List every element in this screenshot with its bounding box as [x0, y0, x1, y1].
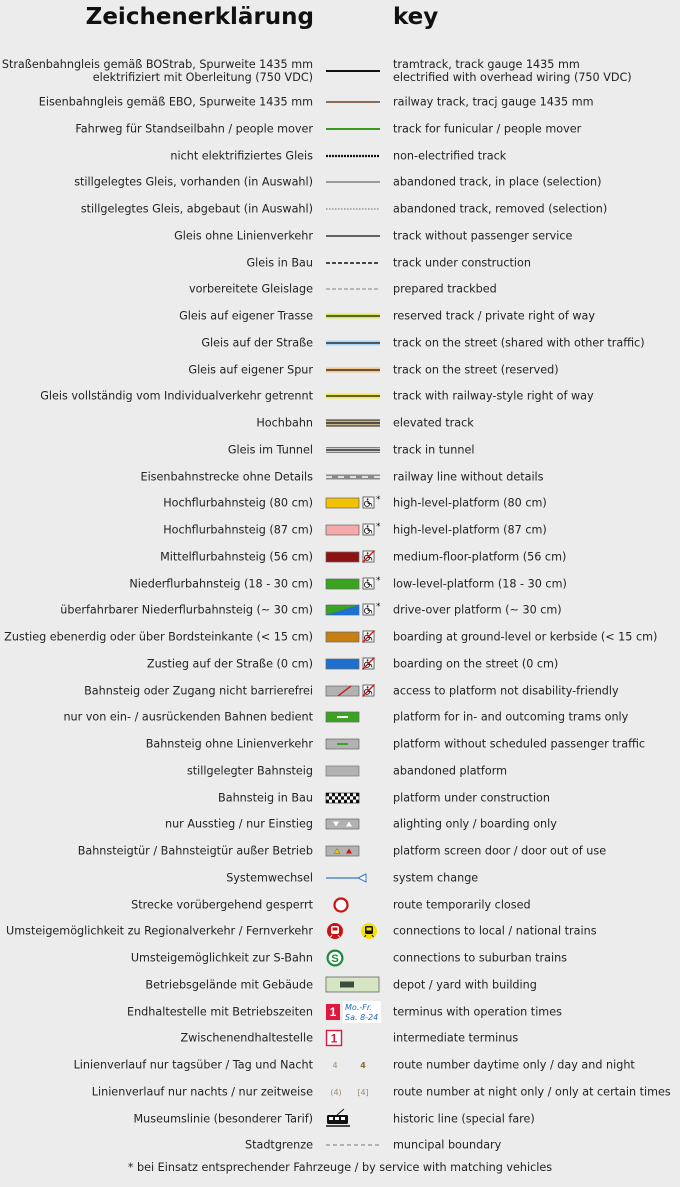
reserved-track-icon — [324, 303, 384, 329]
legend-row — [0, 972, 680, 998]
terminus-icon — [324, 999, 384, 1025]
asterisk-mark: * — [376, 575, 381, 586]
legend-label-english: alighting only / boarding only — [393, 817, 557, 831]
legend-label-german: Bahnsteig ohne Linienverkehr — [145, 737, 313, 751]
legend-row — [0, 892, 680, 918]
legend-label-english: medium-floor-platform (56 cm) — [393, 550, 567, 564]
sbahn-letter: S — [331, 953, 339, 965]
sbahn-icon — [324, 945, 384, 971]
legend-label-english: muncipal boundary — [393, 1138, 502, 1152]
legend-label-german: Bahnsteig in Bau — [218, 791, 313, 804]
legend-label-german: Umsteigemöglichkeit zu Regionalverkehr / Fernverkehr — [6, 924, 313, 938]
legend-label-german: stillgelegtes Gleis, vorhanden (in Auswahl) — [74, 175, 313, 189]
legend-label-german: Hochbahn — [256, 416, 313, 430]
legend-row — [0, 597, 680, 623]
legend-label-english: abandoned platform — [393, 764, 508, 778]
route-closed-icon — [324, 892, 384, 918]
legend-row — [0, 490, 680, 516]
intermediate-terminus-icon — [324, 1025, 384, 1051]
depot-platform-icon — [324, 704, 384, 730]
terminus-number: 1 — [329, 1004, 337, 1019]
legend-row — [0, 865, 680, 891]
legend-label-english: platform under construction — [393, 791, 550, 804]
historic-tram-icon — [324, 1106, 384, 1132]
legend-label-german: Eisenbahngleis gemäß EBO, Spurweite 1435 mm — [38, 95, 313, 109]
depot-icon — [324, 972, 384, 998]
footnote: * bei Einsatz entsprechender Fahrzeuge / by service with matching vehicles — [127, 1161, 553, 1174]
legend-row — [0, 731, 680, 757]
legend-label-german: nur Ausstieg / nur Einstieg — [164, 817, 313, 831]
legend-label-english: low-level-platform (18 - 30 cm) — [393, 577, 567, 590]
legend-row — [0, 571, 680, 597]
legend-label-german: stillgelegtes Gleis, abgebaut (in Auswahl) — [80, 202, 313, 216]
legend-label-german: Eisenbahnstrecke ohne Details — [140, 470, 313, 483]
tunnel-track-icon — [324, 437, 384, 463]
railway-line-icon — [324, 464, 384, 490]
route-certain-times-number: [4] — [357, 1087, 369, 1097]
legend-label-german: nur von ein- / ausrückenden Bahnen bedient — [63, 710, 313, 724]
legend-label-german: Bahnsteigtür / Bahnsteigtür außer Betrieb — [77, 844, 313, 858]
legend-label-english: abandoned track, in place (selection) — [393, 175, 602, 189]
legend-label-english: access to platform not disability-friendly — [393, 684, 619, 697]
legend-label-english: prepared trackbed — [393, 282, 497, 296]
legend-label-german: Umsteigemöglichkeit zur S-Bahn — [130, 951, 313, 965]
route-night-number: (4) — [330, 1087, 342, 1097]
abandoned-platform-icon — [324, 758, 384, 784]
legend-row — [0, 330, 680, 356]
medium-platform-icon — [324, 544, 384, 570]
legend-label-german: überfahrbarer Niederflurbahnsteig (~ 30 cm) — [60, 603, 313, 617]
legend-row — [0, 1025, 680, 1051]
legend-label-english: connections to local / national trains — [393, 924, 597, 938]
legend-label-english: system change — [393, 871, 479, 885]
legend-label-german: Systemwechsel — [226, 871, 313, 885]
legend-label-english: high-level-platform (87 cm) — [393, 523, 547, 537]
kerbside-platform-icon — [324, 624, 384, 650]
prepared-trackbed-icon — [324, 276, 384, 302]
track-construction-icon — [324, 250, 384, 276]
legend-row — [0, 303, 680, 329]
legend-row — [0, 410, 680, 436]
abandoned-track-icon — [324, 169, 384, 195]
legend-label-english: railway line without details — [393, 470, 544, 483]
alight-board-only-icon — [324, 811, 384, 837]
elevated-track-icon — [324, 410, 384, 436]
low-platform-icon — [324, 571, 384, 597]
legend-label-english: route number daytime only / day and night — [393, 1058, 635, 1072]
legend-row — [0, 651, 680, 677]
legend-label-english: track in tunnel — [393, 443, 475, 457]
legend-row — [0, 1132, 680, 1158]
high-platform-87-icon — [324, 517, 384, 543]
track-no-service-icon — [324, 223, 384, 249]
platform-construction-icon — [324, 785, 384, 811]
legend-title-german: Zeichenerklärung — [85, 4, 314, 30]
legend-row — [0, 196, 680, 222]
legend-label-german: Betriebsgelände mit Gebäude — [145, 978, 313, 992]
legend-label-english: route temporarily closed — [393, 898, 531, 911]
route-number-day-icon — [324, 1052, 384, 1078]
legend-row — [0, 811, 680, 837]
route-daynight-number: 4 — [360, 1061, 366, 1070]
legend-row — [0, 116, 680, 142]
legend-label-german: Linienverlauf nur nachts / nur zeitweise — [91, 1085, 313, 1099]
legend-label-german: Straßenbahngleis gemäß BOStrab, Spurweite 1435 mm elektrifiziert mit Oberleitung (750 VDC) — [1, 58, 313, 84]
legend-label-english: intermediate terminus — [393, 1031, 519, 1045]
separated-track-icon — [324, 383, 384, 409]
legend-label-german: Zustieg auf der Straße (0 cm) — [146, 657, 313, 671]
no-service-platform-icon — [324, 731, 384, 757]
legend-label-german: Zwischenendhaltestelle — [180, 1031, 313, 1045]
legend-label-english: historic line (special fare) — [393, 1112, 535, 1125]
legend-row — [0, 437, 680, 463]
legend-label-english: connections to suburban trains — [393, 951, 567, 965]
legend-label-english: depot / yard with building — [393, 978, 537, 992]
municipal-boundary-icon — [324, 1132, 384, 1158]
legend-row — [0, 999, 680, 1025]
train-connection-icons — [324, 918, 384, 944]
legend-row — [0, 143, 680, 169]
legend-label-german: Gleis in Bau — [246, 256, 313, 269]
legend-label-german: stillgelegter Bahnsteig — [186, 764, 313, 778]
legend-label-german: vorbereitete Gleislage — [188, 282, 313, 296]
system-change-icon — [324, 865, 384, 891]
asterisk-mark: * — [376, 495, 381, 506]
legend-row — [0, 704, 680, 730]
legend-label-german: Museumslinie (besonderer Tarif) — [133, 1112, 313, 1125]
high-platform-80-icon — [324, 490, 384, 516]
legend-row — [0, 517, 680, 543]
legend-row — [0, 464, 680, 490]
legend-row — [0, 918, 680, 944]
legend-label-german: Strecke vorübergehend gesperrt — [131, 898, 313, 911]
legend-row — [0, 678, 680, 704]
legend-label-german: Gleis auf der Straße — [201, 336, 313, 350]
legend-label-german: Hochflurbahnsteig (87 cm) — [163, 523, 313, 537]
legend-label-english: track for funicular / people mover — [393, 122, 582, 136]
legend-row — [0, 169, 680, 195]
legend-label-english: terminus with operation times — [393, 1005, 562, 1018]
legend-label-english: reserved track / private right of way — [393, 309, 595, 323]
legend-label-german: Zustieg ebenerdig oder über Bordsteinkante (< 15 cm) — [4, 630, 313, 644]
legend-label-german: Gleis im Tunnel — [227, 443, 313, 457]
legend-row — [0, 624, 680, 650]
legend-label-german: Gleis auf eigener Spur — [188, 363, 313, 376]
route-number-night-icon — [324, 1079, 384, 1105]
legend-label-english: track on the street (reserved) — [393, 363, 559, 376]
legend-title-english: key — [393, 4, 439, 30]
legend-label-english: platform without scheduled passenger traffic — [393, 737, 646, 751]
drive-over-platform-icon — [324, 597, 384, 623]
legend-row — [0, 1106, 680, 1132]
legend-label-english: railway track, tracj gauge 1435 mm — [393, 95, 594, 109]
legend-label-english: boarding on the street (0 cm) — [393, 657, 559, 671]
legend-label-english: abandoned track, removed (selection) — [393, 202, 608, 216]
street-reserved-track-icon — [324, 357, 384, 383]
legend-row — [0, 383, 680, 409]
legend-label-german: Stadtgrenze — [244, 1138, 313, 1152]
legend-row — [0, 945, 680, 971]
intterminus-number: 1 — [330, 1031, 338, 1046]
legend-label-english: non-electrified track — [393, 149, 507, 162]
legend-label-german: Fahrweg für Standseilbahn / people mover — [75, 122, 313, 136]
terminus-times-weekdays: Mo.-Fr. — [345, 1002, 372, 1012]
legend-label-german: Mittelflurbahnsteig (56 cm) — [160, 550, 313, 564]
legend-label-english: track on the street (shared with other traffic) — [393, 336, 645, 350]
asterisk-mark: * — [376, 522, 381, 532]
legend-row — [0, 57, 680, 85]
legend-row — [0, 544, 680, 570]
legend-row — [0, 1079, 680, 1105]
legend-label-english: tramtrack, track gauge 1435 mm electrified with overhead wiring (750 VDC) — [393, 58, 632, 84]
legend-label-english: platform for in- and outcoming trams only — [393, 710, 629, 724]
legend-label-german: Endhaltestelle mit Betriebszeiten — [127, 1005, 313, 1018]
legend-label-german: Gleis auf eigener Trasse — [179, 309, 313, 323]
legend-label-german: Niederflurbahnsteig (18 - 30 cm) — [129, 577, 313, 590]
legend-label-german: Gleis vollständig vom Individualverkehr getrennt — [40, 389, 313, 403]
legend-label-german: Hochflurbahnsteig (80 cm) — [163, 496, 313, 510]
route-day-number: 4 — [332, 1061, 338, 1070]
legend-row — [0, 785, 680, 811]
legend-label-english: high-level-platform (80 cm) — [393, 496, 547, 510]
legend-label-german: Gleis ohne Linienverkehr — [174, 229, 313, 243]
terminus-times-saturday: Sa. 8-24 — [345, 1012, 379, 1022]
legend-label-english: boarding at ground-level or kerbside (< 15 cm) — [393, 630, 658, 644]
street-boarding-icon — [324, 651, 384, 677]
tram-track-line-icon — [324, 57, 384, 85]
legend-label-german: nicht elektrifiziertes Gleis — [170, 149, 313, 162]
legend-label-english: track under construction — [393, 256, 531, 269]
railway-track-line-icon — [324, 89, 384, 115]
legend-row — [0, 838, 680, 864]
not-accessible-platform-icon — [324, 678, 384, 704]
legend-row — [0, 89, 680, 115]
legend-label-english: route number at night only / only at certain times — [393, 1085, 671, 1099]
legend-row — [0, 758, 680, 784]
legend-row — [0, 276, 680, 302]
funicular-track-line-icon — [324, 116, 384, 142]
non-electrified-track-icon — [324, 143, 384, 169]
legend-label-english: platform screen door / door out of use — [393, 844, 607, 858]
legend-row — [0, 250, 680, 276]
platform-door-icon — [324, 838, 384, 864]
legend-label-english: elevated track — [393, 416, 474, 430]
legend-label-english: track without passenger service — [393, 229, 573, 243]
street-track-icon — [324, 330, 384, 356]
legend-label-german: Linienverlauf nur tagsüber / Tag und Nacht — [73, 1058, 313, 1072]
legend-label-german: Bahnsteig oder Zugang nicht barrierefrei — [84, 684, 313, 697]
legend-label-english: track with railway-style right of way — [393, 389, 594, 403]
legend-row — [0, 223, 680, 249]
asterisk-mark: * — [376, 602, 381, 613]
legend-row — [0, 357, 680, 383]
legend-label-english: drive-over platform (~ 30 cm) — [393, 603, 562, 617]
legend-row — [0, 1052, 680, 1078]
removed-track-icon — [324, 196, 384, 222]
